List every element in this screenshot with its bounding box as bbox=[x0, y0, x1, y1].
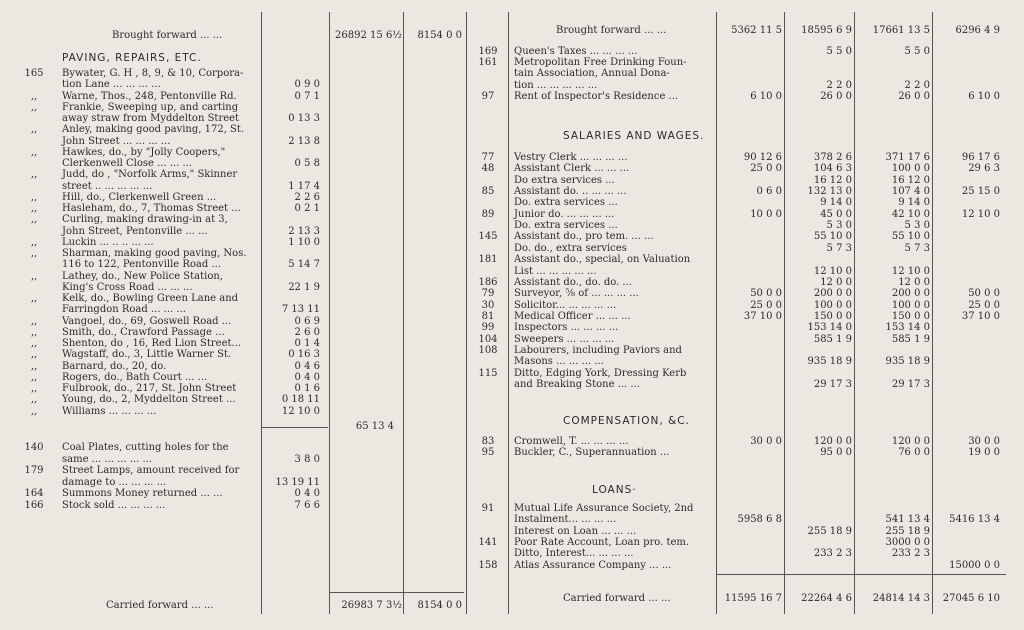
ledger-amount-col-b: 150 0 0 bbox=[813, 310, 852, 322]
ledger-amount-col-b: 153 14 0 bbox=[807, 322, 852, 334]
left-brought-forward-c2: 8154 0 0 bbox=[417, 30, 462, 41]
ledger-description: Assistant Clerk ... ... ... bbox=[514, 163, 630, 175]
ledger-amount-col-b: 5 7 3 bbox=[826, 242, 852, 254]
ledger-amount-col-d: 29 6 3 bbox=[968, 163, 1000, 175]
ledger-ref-number: 85 bbox=[481, 186, 495, 198]
ledger-amount-col-c: 5 7 3 bbox=[904, 242, 930, 254]
ledger-amount-col-b: 100 0 0 bbox=[813, 299, 852, 311]
ledger-ref-number: ,, bbox=[30, 383, 38, 394]
ledger-ref-number: 95 bbox=[481, 447, 495, 459]
ledger-amount: 0 2 1 bbox=[294, 203, 320, 214]
right-rule-left bbox=[508, 12, 509, 614]
left-carried-forward-label: Carried forward ... ... bbox=[106, 600, 214, 611]
ledger-amount-col-b: 378 2 6 bbox=[813, 152, 852, 163]
left-rule-subtotal bbox=[329, 12, 330, 614]
ledger-amount: 0 9 0 bbox=[294, 79, 320, 91]
ledger-amount-col-c: 29 17 3 bbox=[891, 379, 930, 390]
ledger-ref-number: ,, bbox=[30, 236, 38, 248]
ledger-description: Buckler, C., Superannuation ... bbox=[514, 447, 670, 459]
ledger-amount-col-c: 42 10 0 bbox=[891, 208, 930, 220]
ledger-amount: 1 10 0 bbox=[288, 236, 320, 248]
ledger-amount-col-c: 541 13 4 bbox=[885, 514, 930, 526]
ledger-amount-col-b: 9 14 0 bbox=[820, 197, 852, 209]
ledger-description: Summons Money returned ... ... bbox=[62, 488, 223, 499]
ledger-description: Barnard, do., 20, do. bbox=[62, 360, 167, 372]
ledger-amount-col-c: 120 0 0 bbox=[891, 436, 930, 447]
ledger-amount: 0 1 4 bbox=[294, 338, 320, 349]
ledger-ref-number: ,, bbox=[30, 394, 38, 406]
left-rule-total bbox=[403, 12, 404, 614]
section-heading-paving: PAVING, REPAIRS, ETC. bbox=[62, 52, 202, 64]
ledger-ref-number: 164 bbox=[24, 488, 44, 499]
ledger-description: Surveyor, ⅝ of ... ... ... ... bbox=[514, 288, 639, 300]
ledger-amount-col-c: 26 0 0 bbox=[898, 90, 930, 102]
ledger-amount-col-b: 95 0 0 bbox=[820, 447, 852, 459]
ledger-amount-col-b: 233 2 3 bbox=[813, 548, 852, 560]
ledger-ref-number: ,, bbox=[30, 371, 38, 383]
ledger-amount-col-d: 25 15 0 bbox=[961, 186, 1000, 198]
ledger-description: Lathey, do., New Police Station, bbox=[62, 270, 223, 282]
ledger-description: Instalment... ... ... ... bbox=[514, 514, 617, 526]
paving-total: 65 13 4 bbox=[355, 421, 394, 432]
ledger-description: Labourers, including Paviors and bbox=[514, 344, 682, 356]
ledger-ref-number: ,, bbox=[30, 214, 38, 226]
ledger-amount: 0 4 6 bbox=[294, 360, 320, 372]
section-heading-salaries: SALARIES AND WAGES. bbox=[563, 130, 705, 142]
ledger-description: damage to ... ... ... ... bbox=[62, 476, 167, 488]
ledger-ref-number: 79 bbox=[481, 288, 495, 300]
ledger-amount-col-b: 26 0 0 bbox=[820, 90, 852, 102]
ledger-ref-number: ,, bbox=[30, 349, 38, 361]
ledger-ref-number: 161 bbox=[478, 57, 498, 69]
ledger-amount-col-c: 371 17 6 bbox=[885, 152, 930, 163]
ledger-amount-col-b: 104 6 3 bbox=[813, 163, 852, 175]
ledger-description: Shenton, do , 16, Red Lion Street... bbox=[62, 338, 242, 349]
ledger-description: Assistant do., pro tem. ... ... bbox=[514, 231, 654, 243]
ledger-description: Warne, Thos., 248, Pentonville Rd. bbox=[62, 90, 237, 102]
ledger-description: tion Lane ... ... ... ... bbox=[62, 79, 161, 91]
ledger-amount-col-b: 2 2 0 bbox=[826, 79, 852, 91]
ledger-amount-col-d: 96 17 6 bbox=[961, 152, 1000, 163]
left-total-rule bbox=[330, 592, 464, 593]
ledger-description: 116 to 122, Pentonville Road ... bbox=[62, 259, 222, 271]
ledger-amount-col-c: 9 14 0 bbox=[898, 197, 930, 209]
ledger-amount-col-a: 25 0 0 bbox=[750, 163, 782, 175]
ledger-amount-col-c: 233 2 3 bbox=[891, 548, 930, 560]
right-total-rule bbox=[716, 574, 1006, 575]
ledger-amount-col-b: 200 0 0 bbox=[813, 288, 852, 300]
right-rule-c bbox=[854, 12, 855, 614]
ledger-description: away straw from Myddelton Street bbox=[62, 113, 240, 124]
ledger-amount-col-b: 585 1 9 bbox=[813, 333, 852, 345]
ledger-amount-col-b: 16 12 0 bbox=[813, 174, 852, 186]
ledger-description: Cromwell, T. ... ... ... ... bbox=[514, 436, 629, 447]
ledger-ref-number: 140 bbox=[24, 442, 44, 453]
ledger-description: tain Association, Annual Dona- bbox=[514, 68, 670, 80]
ledger-amount-col-b: 5 3 0 bbox=[826, 220, 852, 232]
ledger-ref-number: ,, bbox=[30, 326, 38, 338]
ledger-amount: 0 16 3 bbox=[288, 349, 320, 361]
ledger-amount: 2 2 6 bbox=[294, 191, 320, 203]
ledger-description: Inspectors ... ... ... ... bbox=[514, 322, 619, 334]
ledger-amount-col-c: 2 2 0 bbox=[904, 79, 930, 91]
ledger-description: Fulbrook, do., 217, St. John Street bbox=[62, 383, 237, 394]
ledger-description: John Street, Pentonville ... ... bbox=[62, 225, 208, 237]
left-carried-forward-c2: 8154 0 0 bbox=[417, 600, 462, 611]
ledger-amount-col-b: 120 0 0 bbox=[813, 436, 852, 447]
ledger-description: Williams ... ... ... ... bbox=[62, 405, 157, 417]
ledger-ref-number: 115 bbox=[478, 367, 498, 379]
ledger-description: tion ... ... ... ... ... bbox=[514, 79, 598, 91]
ledger-ref-number: ,, bbox=[30, 270, 38, 282]
ledger-description: Sweepers ... ... ... ... bbox=[514, 333, 615, 345]
ledger-amount: 13 19 11 bbox=[275, 476, 320, 488]
ledger-amount-col-d: 37 10 0 bbox=[961, 310, 1000, 322]
ledger-description: Assistant do., special, on Valuation bbox=[514, 254, 691, 266]
ledger-amount-col-c: 585 1 9 bbox=[891, 333, 930, 345]
ledger-description: Hawkes, do., by "Jolly Coopers," bbox=[62, 146, 226, 158]
ledger-amount-col-a: 6 10 0 bbox=[750, 90, 782, 102]
ledger-ref-number: 97 bbox=[481, 90, 495, 102]
ledger-description: Kelk, do., Bowling Green Lane and bbox=[62, 293, 239, 304]
ledger-amount-col-c: 16 12 0 bbox=[891, 174, 930, 186]
ledger-amount-col-a: 37 10 0 bbox=[743, 310, 782, 322]
ledger-amount: 1 17 4 bbox=[288, 180, 320, 192]
ledger-ref-number: 104 bbox=[478, 333, 498, 345]
ledger-description: Metropolitan Free Drinking Foun- bbox=[514, 57, 687, 69]
ledger-description: Medical Officer ... ... ... bbox=[514, 310, 631, 322]
ledger-ref-number: ,, bbox=[30, 360, 38, 372]
ledger-description: King's Cross Road ... ... ... bbox=[62, 281, 193, 293]
ledger-amount: 0 18 11 bbox=[281, 394, 320, 406]
ledger-description: Ditto, Edging York, Dressing Kerb bbox=[514, 367, 687, 379]
ledger-ref-number: ,, bbox=[30, 248, 38, 259]
ledger-amount-col-b: 55 10 0 bbox=[813, 231, 852, 243]
ledger-amount-col-a: 90 12 6 bbox=[743, 152, 782, 163]
ledger-amount: 7 6 6 bbox=[294, 499, 320, 511]
ledger-description: Do. extra services ... bbox=[514, 197, 618, 209]
ledger-description: Do. extra services ... bbox=[514, 220, 618, 232]
right-rule-b bbox=[784, 12, 785, 614]
ledger-description: List ... ... ... ... ... bbox=[514, 265, 597, 277]
ledger-amount-col-b: 132 13 0 bbox=[807, 186, 852, 198]
ledger-description: Queen's Taxes ... ... ... ... bbox=[514, 46, 638, 57]
ledger-amount: 5 14 7 bbox=[288, 259, 320, 271]
ledger-ref-number: ,, bbox=[30, 293, 38, 304]
right-carried-forward-c: 24814 14 3 bbox=[872, 593, 930, 604]
ledger-description: Solicitor... ... ... ... ... bbox=[514, 299, 617, 311]
ledger-amount: 0 6 9 bbox=[294, 315, 320, 327]
ledger-amount-col-b: 935 18 9 bbox=[807, 356, 852, 368]
ledger-amount-col-d: 50 0 0 bbox=[968, 288, 1000, 300]
ledger-amount-col-c: 153 14 0 bbox=[885, 322, 930, 334]
ledger-amount: 2 13 8 bbox=[288, 135, 320, 147]
ledger-description: Wagstaff, do., 3, Little Warner St. bbox=[62, 349, 232, 361]
ledger-ref-number: ,, bbox=[30, 124, 38, 136]
ledger-ref-number: 165 bbox=[24, 68, 44, 79]
ledger-description: Mutual Life Assurance Society, 2nd bbox=[514, 503, 694, 514]
ledger-amount-col-a: 0 6 0 bbox=[756, 186, 782, 198]
ledger-amount: 2 13 3 bbox=[288, 225, 320, 237]
ledger-description: Street Lamps, amount received for bbox=[62, 465, 240, 476]
ledger-description: Judd, do , "Norfolk Arms," Skinner bbox=[62, 169, 238, 181]
ledger-amount-col-a: 25 0 0 bbox=[750, 299, 782, 311]
ledger-description: and Breaking Stone ... ... bbox=[514, 379, 640, 390]
right-carried-forward-label: Carried forward ... ... bbox=[563, 593, 671, 604]
ledger-amount-col-b: 12 0 0 bbox=[820, 276, 852, 288]
ledger-amount: 0 4 0 bbox=[294, 488, 320, 499]
ledger-amount-col-c: 150 0 0 bbox=[891, 310, 930, 322]
ledger-amount: 0 5 8 bbox=[294, 158, 320, 169]
ledger-ref-number: 158 bbox=[478, 559, 498, 571]
ledger-ref-number: 48 bbox=[481, 163, 495, 175]
section-heading-loans: LOANS· bbox=[592, 484, 637, 496]
ledger-amount-col-a: 10 0 0 bbox=[750, 208, 782, 220]
ledger-amount: 2 6 0 bbox=[294, 326, 320, 338]
ledger-ref-number: ,, bbox=[30, 405, 38, 417]
ledger-amount-col-d: 15000 0 0 bbox=[949, 559, 1000, 571]
ledger-amount-col-c: 3000 0 0 bbox=[885, 536, 930, 548]
ledger-description: Rogers, do., Bath Court ... ... bbox=[62, 371, 208, 383]
ledger-ref-number: ,, bbox=[30, 338, 38, 349]
ledger-amount-col-c: 5 3 0 bbox=[904, 220, 930, 232]
ledger-amount: 0 4 0 bbox=[294, 371, 320, 383]
ledger-ref-number: 81 bbox=[481, 310, 495, 322]
ledger-amount: 22 1 9 bbox=[288, 281, 320, 293]
ledger-ref-number: 166 bbox=[24, 499, 44, 511]
ledger-ref-number: 99 bbox=[481, 322, 495, 334]
ledger-amount-col-c: 76 0 0 bbox=[898, 447, 930, 459]
section-heading-compensation: COMPENSATION, &C. bbox=[563, 415, 690, 427]
ledger-amount-col-c: 935 18 9 bbox=[885, 356, 930, 368]
ledger-ref-number: 30 bbox=[481, 299, 495, 311]
ledger-amount-col-c: 255 18 9 bbox=[885, 525, 930, 537]
ledger-amount-col-b: 12 10 0 bbox=[813, 265, 852, 277]
right-brought-forward-b: 18595 6 9 bbox=[801, 25, 852, 36]
ledger-description: Atlas Assurance Company ... ... bbox=[514, 559, 672, 571]
ledger-ref-number: 89 bbox=[481, 208, 495, 220]
left-brought-forward-label: Brought forward ... ... bbox=[112, 30, 223, 41]
ledger-ref-number: 83 bbox=[481, 436, 495, 447]
ledger-amount: 0 13 3 bbox=[288, 113, 320, 124]
ledger-description: Interest on Loan ... ... ... bbox=[514, 525, 637, 537]
ledger-description: Ditto, Interest... ... ... ... bbox=[514, 548, 634, 560]
ledger-description: Junior do. ... ... ... ... bbox=[514, 208, 615, 220]
ledger-amount: 7 13 11 bbox=[281, 304, 320, 316]
right-brought-forward-d: 6296 4 9 bbox=[955, 25, 1000, 36]
ledger-description: Coal Plates, cutting holes for the bbox=[62, 442, 229, 453]
ledger-ref-number: 77 bbox=[481, 152, 495, 163]
ledger-description: Curling, making drawing-in at 3, bbox=[62, 214, 228, 226]
ledger-ref-number: 169 bbox=[478, 46, 498, 57]
left-carried-forward-c1: 26983 7 3½ bbox=[341, 600, 402, 611]
ledger-amount: 0 1 6 bbox=[294, 383, 320, 394]
ledger-amount-col-b: 45 0 0 bbox=[820, 208, 852, 220]
ledger-amount-col-c: 12 0 0 bbox=[898, 276, 930, 288]
ledger-ref-number: ,, bbox=[30, 203, 38, 214]
ledger-amount-col-d: 25 0 0 bbox=[968, 299, 1000, 311]
right-carried-forward-d: 27045 6 10 bbox=[942, 593, 1000, 604]
ledger-description: Do. do., extra services bbox=[514, 242, 627, 254]
ledger-ref-number: ,, bbox=[30, 146, 38, 158]
ledger-amount-col-d: 30 0 0 bbox=[968, 436, 1000, 447]
ledger-description: Assistant do. .. ... ... ... bbox=[514, 186, 627, 198]
ledger-description: Smith, do., Crawford Passage ... bbox=[62, 326, 225, 338]
right-rule-d bbox=[932, 12, 933, 614]
ledger-ref-number: 145 bbox=[478, 231, 498, 243]
ledger-amount-col-c: 5 5 0 bbox=[904, 46, 930, 57]
ledger-ref-number: 181 bbox=[478, 254, 498, 266]
ledger-description: Hasleham, do., 7, Thomas Street ... bbox=[62, 203, 241, 214]
ledger-amount-col-a: 50 0 0 bbox=[750, 288, 782, 300]
ledger-amount-col-c: 55 10 0 bbox=[891, 231, 930, 243]
ledger-amount-col-b: 255 18 9 bbox=[807, 525, 852, 537]
ledger-description: Luckin ... .. .. ... ... bbox=[62, 236, 154, 248]
ledger-ref-number: 91 bbox=[481, 503, 495, 514]
ledger-amount-col-d: 12 10 0 bbox=[961, 208, 1000, 220]
ledger-ref-number: 186 bbox=[478, 276, 498, 288]
ledger-ref-number: ,, bbox=[30, 90, 38, 102]
ledger-amount-col-c: 200 0 0 bbox=[891, 288, 930, 300]
ledger-amount: 3 8 0 bbox=[294, 453, 320, 465]
ledger-description: John Street ... ... ... ... bbox=[62, 135, 171, 147]
ledger-description: Frankie, Sweeping up, and carting bbox=[62, 101, 239, 113]
ledger-description: Assistant do., do. do. ... bbox=[514, 276, 632, 288]
ledger-description: Poor Rate Account, Loan pro. tem. bbox=[514, 536, 690, 548]
ledger-description: Sharman, making good paving, Nos. bbox=[62, 248, 247, 259]
ledger-amount-col-d: 5416 13 4 bbox=[949, 514, 1000, 526]
ledger-description: same ... ... ... ... ... bbox=[62, 453, 153, 465]
ledger-ref-number: ,, bbox=[30, 191, 38, 203]
ledger-ref-number: ,, bbox=[30, 169, 38, 181]
ledger-amount: 0 7 1 bbox=[294, 90, 320, 102]
ledger-description: Young, do., 2, Myddelton Street ... bbox=[62, 394, 236, 406]
ledger-amount-col-c: 107 4 0 bbox=[891, 186, 930, 198]
ledger-description: Rent of Inspector's Residence ... bbox=[514, 90, 679, 102]
ledger-amount: 12 10 0 bbox=[281, 405, 320, 417]
ledger-amount-col-c: 100 0 0 bbox=[891, 299, 930, 311]
ledger-amount-col-b: 5 5 0 bbox=[826, 46, 852, 57]
ledger-amount-col-b: 29 17 3 bbox=[813, 379, 852, 390]
ledger-ref-number: ,, bbox=[30, 101, 38, 113]
ledger-description: Hill, do., Clerkenwell Green ... bbox=[62, 191, 217, 203]
left-rule-outer bbox=[466, 12, 467, 614]
ledger-description: Stock sold ... ... ... ... bbox=[62, 499, 166, 511]
ledger-description: Do extra services ... bbox=[514, 174, 615, 186]
right-carried-forward-a: 11595 16 7 bbox=[724, 593, 782, 604]
ledger-ref-number: 141 bbox=[478, 536, 498, 548]
ledger-description: Bywater, G. H , 8, 9, & 10, Corpora- bbox=[62, 68, 244, 79]
ledger-description: street .. ... ... ... ... bbox=[62, 180, 153, 192]
ledger-amount-col-c: 12 10 0 bbox=[891, 265, 930, 277]
right-carried-forward-b: 22264 4 6 bbox=[801, 593, 852, 604]
ledger-amount-col-d: 19 0 0 bbox=[968, 447, 1000, 459]
ledger-ref-number: 179 bbox=[24, 465, 44, 476]
right-brought-forward-c: 17661 13 5 bbox=[872, 25, 930, 36]
ledger-ref-number: 108 bbox=[478, 344, 498, 356]
ledger-description: Farringdon Road ... ... ... bbox=[62, 304, 186, 316]
right-brought-forward-label: Brought forward ... ... bbox=[556, 25, 667, 36]
ledger-amount-col-c: 100 0 0 bbox=[891, 163, 930, 175]
ledger-amount-col-a: 5958 6 8 bbox=[737, 514, 782, 526]
ledger-description: Anley, making good paving, 172, St. bbox=[62, 124, 245, 136]
ledger-amount-col-d: 6 10 0 bbox=[968, 90, 1000, 102]
paving-sum-rule bbox=[262, 427, 328, 428]
ledger-description: Clerkenwell Close ... ... ... bbox=[62, 158, 193, 169]
ledger-description: Vangoel, do., 69, Goswell Road ... bbox=[62, 315, 232, 327]
ledger-amount-col-a: 30 0 0 bbox=[750, 436, 782, 447]
ledger-ref-number: ,, bbox=[30, 315, 38, 327]
ledger-description: Vestry Clerk ... ... ... ... bbox=[514, 152, 628, 163]
left-brought-forward-c1: 26892 15 6½ bbox=[335, 30, 402, 41]
right-brought-forward-a: 5362 11 5 bbox=[731, 25, 782, 36]
ledger-description: Masons ... ... ... ... bbox=[514, 356, 604, 368]
